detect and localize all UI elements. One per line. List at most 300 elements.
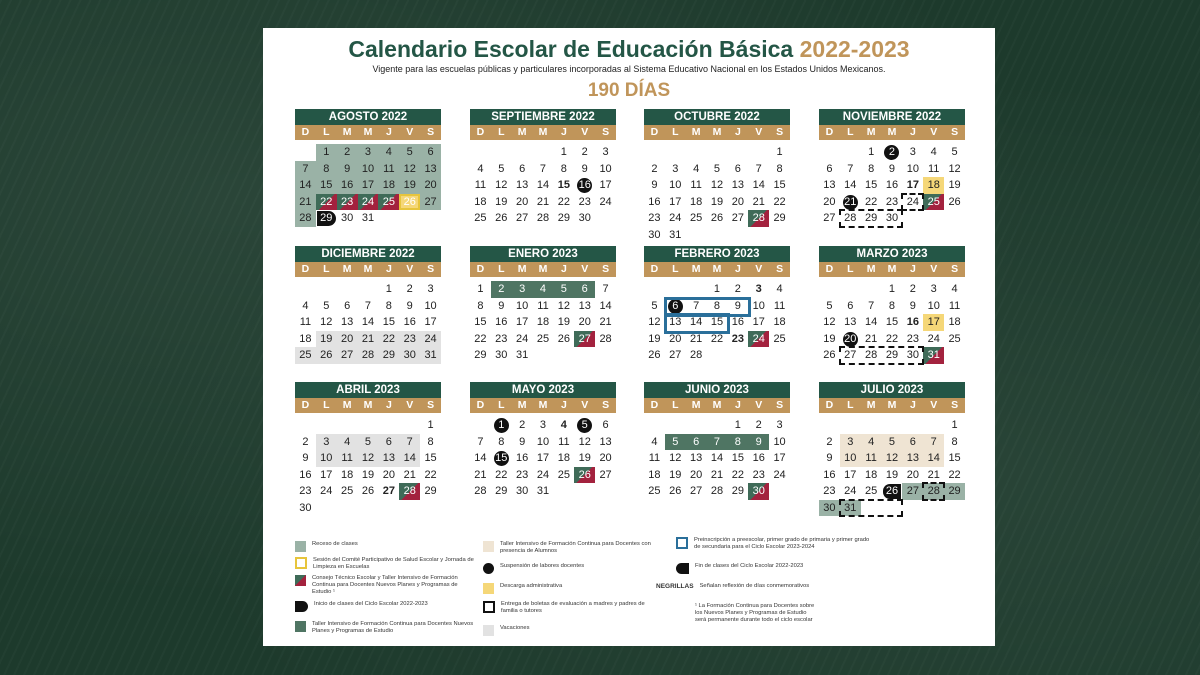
month-enero-2023	[470, 246, 616, 379]
day-cell: 21	[752, 195, 765, 208]
day-cell: 5	[553, 281, 574, 298]
weekday-header	[644, 262, 790, 277]
day-cell: 18	[378, 177, 399, 194]
day-cell: 29	[474, 349, 487, 361]
day-cell: 24	[420, 331, 441, 348]
day-cell: 19	[316, 331, 337, 348]
day-cell: 18	[923, 177, 944, 194]
day-cell: 7	[399, 434, 420, 451]
day-cell: 20	[516, 195, 529, 208]
day-cell: 8	[560, 162, 567, 175]
day-cell: 28	[844, 212, 857, 224]
weekday-label: V	[581, 263, 589, 275]
weekday-label: J	[734, 399, 741, 411]
day-cell: 19	[885, 468, 899, 481]
day-cell: 30	[578, 212, 591, 224]
day-cell: 11	[474, 179, 487, 191]
day-cell: 21	[844, 195, 857, 208]
day-grid	[295, 413, 441, 515]
weekday-label: S	[602, 399, 610, 411]
weekday-label: D	[650, 126, 659, 138]
day-cell: 21	[927, 468, 940, 481]
month-mayo-2023	[470, 382, 616, 515]
month-diciembre-2022	[295, 246, 441, 379]
swatch-descarga	[483, 583, 494, 594]
weekday-label: D	[825, 263, 834, 275]
day-cell: 16	[648, 195, 661, 208]
weekday-label: D	[301, 126, 310, 138]
day-cell: 29	[316, 210, 337, 227]
day-cell: 21	[690, 332, 703, 345]
day-cell: 18	[948, 316, 961, 328]
day-cell: 2	[909, 283, 916, 295]
day-cell: 13	[378, 450, 399, 467]
weekday-label: D	[825, 399, 834, 411]
day-cell: 13	[731, 179, 744, 191]
weekday-label: D	[650, 263, 659, 275]
day-cell: 16	[752, 452, 765, 464]
day-cell: 19	[823, 332, 836, 345]
day-cell: 18	[536, 316, 550, 328]
day-cell: 14	[923, 450, 944, 467]
day-cell: 9	[748, 434, 769, 451]
day-cell: 15	[474, 316, 487, 328]
day-cell: 23	[516, 468, 529, 481]
day-cell: 8	[498, 435, 505, 448]
day-cell: 6	[378, 434, 399, 451]
day-cell: 6	[344, 299, 351, 312]
day-cell: 13	[599, 435, 612, 448]
weekday-label: J	[385, 399, 392, 411]
weekday-label: M	[691, 263, 701, 275]
day-cell: 26	[495, 212, 508, 224]
weekday-label: J	[909, 399, 916, 411]
day-cell: 8	[316, 161, 337, 178]
day-cell: 15	[382, 316, 395, 328]
day-cell: 7	[868, 299, 875, 312]
weekday-label: L	[672, 263, 679, 275]
swatch-boletas	[483, 601, 495, 613]
day-cell: 4	[651, 435, 658, 448]
day-cell: 20	[578, 316, 591, 328]
day-cell: 17	[906, 179, 919, 191]
day-cell: 15	[773, 179, 786, 191]
day-cell: 7	[923, 434, 944, 451]
day-cell: 5	[358, 434, 379, 451]
day-cell: 7	[755, 162, 762, 175]
day-cell: 18	[865, 468, 878, 481]
day-cell: 25	[648, 485, 661, 497]
day-cell: 26	[948, 195, 961, 208]
day-cell: 26	[557, 332, 570, 345]
day-cell: 24	[773, 468, 786, 481]
day-cell: 28	[748, 210, 769, 227]
day-cell: 12	[495, 179, 508, 191]
legend-vacaciones: Vacaciones	[483, 625, 663, 636]
weekday-label: J	[734, 126, 741, 138]
weekday-header	[644, 125, 790, 140]
month-title: ENERO 2023	[470, 246, 616, 262]
day-cell: 1	[713, 283, 721, 295]
day-cell: 11	[378, 161, 399, 178]
day-cell: 9	[302, 452, 309, 464]
weekday-label: D	[476, 263, 485, 275]
day-cell: 2	[581, 146, 588, 158]
day-cell: 15	[557, 179, 570, 191]
day-cell: 5	[665, 434, 686, 451]
month-title: NOVIEMBRE 2022	[819, 109, 965, 125]
day-cell: 30	[399, 347, 420, 364]
weekday-label: V	[406, 126, 414, 138]
day-cell: 8	[427, 435, 434, 448]
day-cell: 4	[861, 434, 882, 451]
day-cell: 14	[844, 179, 857, 191]
weekday-label: S	[951, 399, 959, 411]
day-cell: 3	[427, 283, 434, 295]
day-cell: 28	[690, 349, 703, 361]
day-cell: 12	[710, 179, 724, 191]
day-cell: 16	[823, 468, 836, 481]
day-cell: 11	[537, 299, 549, 312]
day-cell: 27	[844, 349, 857, 361]
day-grid	[295, 140, 441, 242]
total-days: 190 DÍAS	[587, 80, 671, 101]
day-cell: 10	[840, 450, 861, 467]
day-cell: 31	[361, 212, 375, 224]
weekday-label: M	[712, 399, 722, 411]
day-cell: 3	[602, 146, 609, 158]
day-cell: 28	[710, 485, 724, 497]
weekday-label: S	[427, 263, 435, 275]
day-grid	[470, 140, 616, 242]
month-title: ABRIL 2023	[295, 382, 441, 398]
legend-preins: Preinscripción a preescolar, primer grado de primaria y primer grado de secundaria para el Ciclo Escolar 2023-2024	[676, 537, 876, 551]
day-cell: 18	[773, 316, 786, 328]
legend-susp: Suspensión de labores docentes	[483, 563, 663, 574]
swatch-comite	[295, 557, 307, 569]
day-cell: 6	[519, 162, 526, 175]
day-cell: 30	[648, 228, 661, 241]
weekday-label: S	[602, 126, 610, 138]
weekday-label: M	[517, 399, 527, 411]
day-cell: 18	[648, 468, 661, 481]
day-cell: 25	[295, 347, 316, 364]
day-cell: 23	[823, 485, 836, 497]
day-cell: 15	[495, 452, 508, 464]
swatch-taller	[295, 621, 306, 632]
day-cell: 29	[944, 483, 965, 500]
day-cell: 24	[927, 332, 940, 345]
day-cell: 14	[599, 299, 612, 312]
day-cell: 7	[364, 299, 372, 312]
day-cell: 11	[861, 450, 882, 467]
day-cell: 3	[358, 144, 379, 161]
day-cell: 12	[358, 450, 379, 467]
day-grid	[470, 277, 616, 379]
legend-cte: Consejo Técnico Escolar y Taller Intensivo de Formación Continua para Docentes Nuevos Planes y Programas de Estudio ¹	[295, 575, 475, 596]
day-cell: 15	[424, 452, 437, 464]
day-cell: 29	[424, 485, 437, 497]
day-cell: 30	[906, 349, 919, 361]
day-cell: 19	[948, 179, 961, 191]
swatch-fin	[676, 563, 689, 574]
day-cell: 24	[599, 195, 612, 208]
day-cell: 30	[299, 501, 312, 514]
day-cell: 1	[560, 146, 567, 158]
weekday-label: S	[776, 263, 784, 275]
day-cell: 21	[358, 331, 379, 348]
day-cell: 27	[574, 331, 595, 348]
month-title: JUNIO 2023	[644, 382, 790, 398]
month-title: JULIO 2023	[819, 382, 965, 398]
day-cell: 16	[731, 316, 744, 328]
day-cell: 1	[477, 283, 484, 295]
day-cell: 27	[731, 212, 744, 224]
day-cell: 6	[847, 299, 854, 312]
day-cell: 29	[865, 212, 878, 224]
weekday-label: M	[342, 399, 352, 411]
weekday-header	[470, 125, 616, 140]
day-cell: 9	[406, 299, 413, 312]
day-cell: 1	[491, 417, 512, 434]
school-year: 2022-2023	[799, 36, 910, 62]
weekday-header	[470, 262, 616, 277]
day-cell: 22	[710, 332, 724, 345]
day-cell: 12	[578, 435, 591, 448]
day-cell: 7	[602, 283, 609, 295]
weekday-label: M	[363, 399, 373, 411]
day-cell: 12	[882, 450, 903, 467]
day-cell: 22	[557, 195, 570, 208]
day-cell: 6	[734, 162, 741, 175]
day-cell: 20	[690, 468, 703, 481]
month-agosto-2022	[295, 109, 441, 242]
day-cell: 2	[519, 419, 526, 431]
day-cell: 21	[536, 195, 550, 208]
weekday-label: M	[342, 126, 352, 138]
day-cell: 10	[536, 435, 550, 448]
day-cell: 22	[865, 195, 878, 208]
weekday-label: D	[476, 399, 485, 411]
day-cell: 3	[316, 434, 337, 451]
day-cell: 10	[669, 179, 682, 191]
subtitle: Vigente para las escuelas públicas y particulares incorporadas al Sistema Educativo Nacional en los Estados Unidos Mexicanos.	[372, 64, 886, 74]
weekday-label: M	[538, 263, 548, 275]
day-cell: 22	[424, 468, 437, 481]
day-cell: 8	[868, 162, 875, 175]
day-cell: 10	[906, 162, 919, 175]
weekday-label: M	[866, 126, 876, 138]
swatch-preins	[676, 537, 688, 549]
day-cell: 6	[665, 298, 686, 315]
legend	[263, 533, 995, 643]
day-cell: 22	[948, 468, 961, 481]
weekday-label: J	[385, 126, 392, 138]
weekday-label: M	[866, 399, 876, 411]
weekday-label: S	[776, 126, 784, 138]
legend-boletas: Entrega de boletas de evaluación a madres y padres de familia o tutores	[483, 601, 663, 615]
day-cell: 11	[948, 299, 961, 312]
day-cell: 26	[882, 483, 903, 500]
month-julio-2023	[819, 382, 965, 515]
day-cell: 13	[844, 316, 857, 328]
legend-descarga: Descarga administrativa	[483, 583, 663, 594]
weekday-label: L	[847, 126, 854, 138]
legend-fin: Fin de clases del Ciclo Escolar 2022-2023	[676, 563, 876, 574]
weekday-label: V	[755, 399, 763, 411]
day-cell: 1	[951, 419, 958, 431]
day-cell: 31	[420, 347, 441, 364]
day-cell: 26	[361, 485, 375, 497]
weekday-label: L	[847, 399, 854, 411]
day-cell: 6	[902, 434, 923, 451]
month-marzo-2023	[819, 246, 965, 379]
day-cell: 15	[885, 316, 899, 328]
legend-note: ¹ La Formación Continua para Docentes sobre los Nuevos Planes y Programas de Estudio será permanente durante todo el ciclo escolar	[695, 603, 815, 623]
day-cell: 25	[690, 212, 703, 224]
day-cell: 2	[755, 419, 762, 431]
day-cell: 22	[885, 332, 899, 345]
day-cell: 17	[320, 468, 333, 481]
swatch-cte	[295, 575, 306, 586]
day-cell: 9	[888, 162, 896, 175]
weekday-label: M	[887, 126, 897, 138]
day-cell: 18	[341, 468, 354, 481]
weekday-header	[295, 398, 441, 413]
day-cell: 27	[902, 483, 923, 500]
day-cell: 20	[844, 332, 857, 345]
day-cell: 27	[516, 212, 529, 224]
day-cell: 26	[648, 349, 661, 361]
day-cell: 16	[403, 316, 416, 328]
day-cell: 28	[358, 347, 379, 364]
day-cell: 27	[599, 468, 612, 481]
day-cell: 26	[823, 349, 836, 361]
day-cell: 11	[337, 450, 358, 467]
day-cell: 22	[773, 195, 786, 208]
day-cell: 31	[669, 228, 682, 241]
day-cell: 6	[574, 281, 595, 298]
weekday-label: J	[560, 126, 567, 138]
day-grid	[819, 277, 965, 379]
legend-comite: Sesión del Comité Participativo de Salud Escolar y Jornada de Limpieza en Escuelas	[295, 557, 475, 571]
weekday-label: M	[887, 263, 897, 275]
day-grid	[295, 277, 441, 379]
swatch-talleralum	[483, 541, 494, 552]
day-cell: 14	[536, 179, 550, 191]
month-title: FEBRERO 2023	[644, 246, 790, 262]
day-cell: 14	[690, 316, 703, 328]
day-cell: 22	[495, 468, 508, 481]
day-cell: 30	[748, 483, 769, 500]
day-cell: 24	[906, 195, 919, 208]
day-cell: 5	[651, 299, 658, 312]
day-cell: 2	[406, 283, 413, 295]
day-cell: 16	[578, 179, 591, 191]
day-cell: 14	[752, 179, 765, 191]
day-cell: 28	[865, 349, 878, 361]
day-cell: 28	[474, 485, 487, 497]
day-cell: 15	[731, 452, 744, 464]
day-cell: 16	[337, 177, 358, 194]
day-cell: 7	[707, 434, 728, 451]
day-cell: 27	[382, 485, 395, 497]
month-noviembre-2022	[819, 109, 965, 242]
day-cell: 18	[474, 195, 487, 208]
day-cell: 5	[498, 162, 505, 175]
weekday-label: M	[691, 399, 701, 411]
day-cell: 2	[734, 283, 741, 295]
day-cell: 24	[358, 194, 379, 211]
day-cell: 8	[727, 434, 748, 451]
day-cell: 5	[826, 299, 833, 312]
weekday-label: M	[712, 263, 722, 275]
weekday-label: L	[323, 399, 330, 411]
day-cell: 26	[669, 485, 682, 497]
day-cell: 24	[669, 212, 682, 224]
month-title: AGOSTO 2022	[295, 109, 441, 125]
day-cell: 25	[865, 485, 878, 497]
weekday-label: V	[755, 126, 763, 138]
day-cell: 10	[773, 435, 786, 448]
month-title: OCTUBRE 2022	[644, 109, 790, 125]
day-cell: 17	[358, 177, 379, 194]
day-cell: 19	[669, 468, 682, 481]
weekday-label: L	[672, 399, 679, 411]
day-cell: 14	[865, 316, 878, 328]
day-cell: 29	[495, 485, 508, 497]
weekday-label: L	[498, 126, 505, 138]
day-cell: 6	[602, 419, 609, 431]
day-cell: 24	[516, 332, 529, 345]
weekday-label: L	[498, 399, 505, 411]
day-cell: 12	[648, 316, 661, 328]
day-cell: 7	[539, 162, 547, 175]
weekday-label: M	[712, 126, 722, 138]
day-cell: 17	[669, 195, 682, 208]
day-cell: 28	[599, 332, 612, 345]
day-cell: 3	[512, 281, 533, 298]
day-cell: 18	[690, 195, 703, 208]
day-cell: 9	[826, 452, 833, 464]
swatch-vacaciones	[483, 625, 494, 636]
day-grid	[819, 413, 965, 515]
weekday-label: V	[406, 399, 414, 411]
day-cell: 10	[599, 162, 612, 175]
weekday-label: V	[406, 263, 414, 275]
day-cell: 4	[533, 281, 554, 298]
day-cell: 4	[378, 144, 399, 161]
day-cell: 31	[840, 500, 861, 517]
day-cell: 26	[710, 212, 724, 224]
day-cell: 10	[516, 299, 529, 312]
weekday-label: M	[691, 126, 701, 138]
weekday-label: L	[323, 126, 330, 138]
day-cell: 9	[498, 299, 505, 312]
day-grid	[644, 413, 790, 515]
weekday-label: D	[825, 126, 834, 138]
day-cell: 5	[574, 417, 595, 434]
day-cell: 17	[424, 316, 437, 328]
day-cell: 26	[316, 347, 337, 364]
day-grid	[644, 140, 790, 242]
day-cell: 29	[885, 349, 899, 361]
day-cell: 24	[844, 485, 857, 497]
day-cell: 21	[865, 332, 878, 345]
page-title: Calendario Escolar de Educación Básica 2022-2023	[348, 36, 910, 62]
month-title: DICIEMBRE 2022	[295, 246, 441, 262]
day-cell: 23	[337, 194, 358, 211]
